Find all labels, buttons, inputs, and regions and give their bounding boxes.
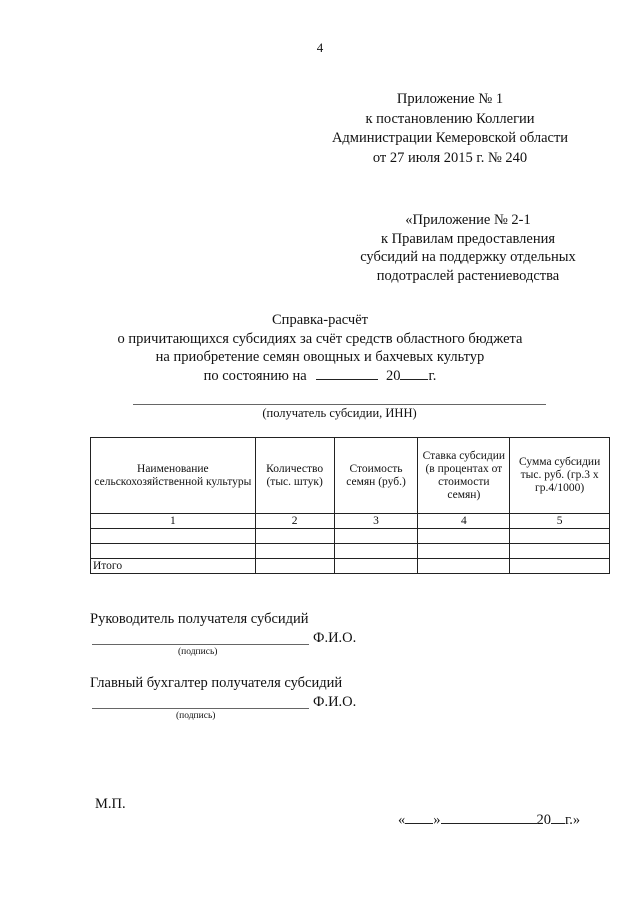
table-header-row (91, 438, 610, 514)
accountant-fio: Ф.И.О. (313, 694, 357, 710)
header-crop-name: Наименование сельскохозяйственной культуры (91, 438, 256, 514)
title-line-2: о причитающихся субсидиях за счёт средств областного бюджета (117, 330, 523, 347)
header-subsidy-amount: Сумма субсидии тыс. руб. (гр.3 х гр.4/1000) (510, 438, 610, 514)
appendix-1-header (300, 90, 600, 168)
date-suffix: г.» (565, 812, 581, 828)
as-of-year-blank[interactable] (400, 368, 428, 380)
column-number: 1 (91, 514, 256, 529)
subsidy-calculation-table (90, 437, 610, 574)
page-number: 4 (316, 40, 324, 55)
year-blank[interactable] (551, 812, 565, 824)
date-close-quote: » (433, 812, 441, 828)
recipient-input-line[interactable] (133, 404, 546, 405)
signing-date (398, 812, 580, 829)
title-line-3: на приобретение семян овощных и бахчевых культур (155, 349, 485, 365)
table-cell[interactable] (418, 559, 510, 574)
table-cell[interactable] (510, 529, 610, 544)
appendix-2-header (318, 211, 618, 285)
day-blank[interactable] (405, 812, 433, 824)
table-column-numbers-row (91, 514, 610, 529)
date-open-quote: « (398, 812, 406, 828)
month-blank[interactable] (441, 812, 537, 824)
table-cell[interactable] (255, 544, 334, 559)
table-cell[interactable] (255, 529, 334, 544)
total-label: Итого (91, 559, 256, 574)
accountant-signature-caption: (подпись) (176, 711, 216, 721)
table-row (91, 529, 610, 544)
appendix-2-line-1: «Приложение № 2-1 (405, 212, 531, 228)
appendix-1-line-2: к постановлению Коллегии (365, 110, 535, 127)
table-cell[interactable] (510, 544, 610, 559)
appendix-2-line-3: субсидий на поддержку отдельных (360, 249, 576, 265)
head-title: Руководитель получателя субсидий (90, 611, 309, 627)
table-cell[interactable] (334, 529, 418, 544)
as-of-year: 20 (385, 367, 401, 384)
stamp-place: М.П. (95, 796, 126, 812)
column-number: 3 (334, 514, 418, 529)
table-cell[interactable] (91, 544, 256, 559)
accountant-signature-line[interactable] (92, 708, 309, 709)
appendix-1-line-3: Администрации Кемеровской области (331, 130, 569, 146)
appendix-2-line-2: к Правилам предоставления (380, 230, 556, 247)
table-cell[interactable] (255, 559, 334, 574)
recipient-caption: (получатель субсидии, ИНН) (262, 406, 417, 420)
appendix-1-line-1: Приложение № 1 (396, 91, 504, 107)
header-seed-cost: Стоимость семян (руб.) (334, 438, 418, 514)
head-signature-caption: (подпись) (178, 647, 218, 657)
header-subsidy-rate: Ставка субсидии (в процентах от стоимости семян) (418, 438, 510, 514)
table-cell[interactable] (91, 529, 256, 544)
appendix-2-line-4: подотраслей растениеводства (376, 267, 560, 284)
table-row (91, 544, 610, 559)
table-cell[interactable] (510, 559, 610, 574)
appendix-1-line-4: от 27 июля 2015 г. № 240 (372, 149, 528, 166)
as-of-year-suffix: г. (428, 367, 437, 384)
title-line-4 (40, 367, 600, 386)
table-cell[interactable] (334, 559, 418, 574)
head-fio: Ф.И.О. (313, 630, 357, 646)
table-total-row (91, 559, 610, 574)
header-quantity: Количество (тыс. штук) (255, 438, 334, 514)
table-cell[interactable] (418, 544, 510, 559)
date-year: 20 (536, 812, 551, 828)
column-number: 2 (255, 514, 334, 529)
title-line-1: Справка-расчёт (272, 312, 368, 328)
as-of-label: по состоянию на (203, 367, 307, 384)
as-of-date-blank[interactable] (316, 368, 378, 380)
document-title (40, 311, 600, 385)
column-number: 4 (418, 514, 510, 529)
table-cell[interactable] (418, 529, 510, 544)
column-number: 5 (510, 514, 610, 529)
accountant-title: Главный бухгалтер получателя субсидий (90, 675, 343, 691)
head-signature-line[interactable] (92, 644, 309, 645)
table-cell[interactable] (334, 544, 418, 559)
